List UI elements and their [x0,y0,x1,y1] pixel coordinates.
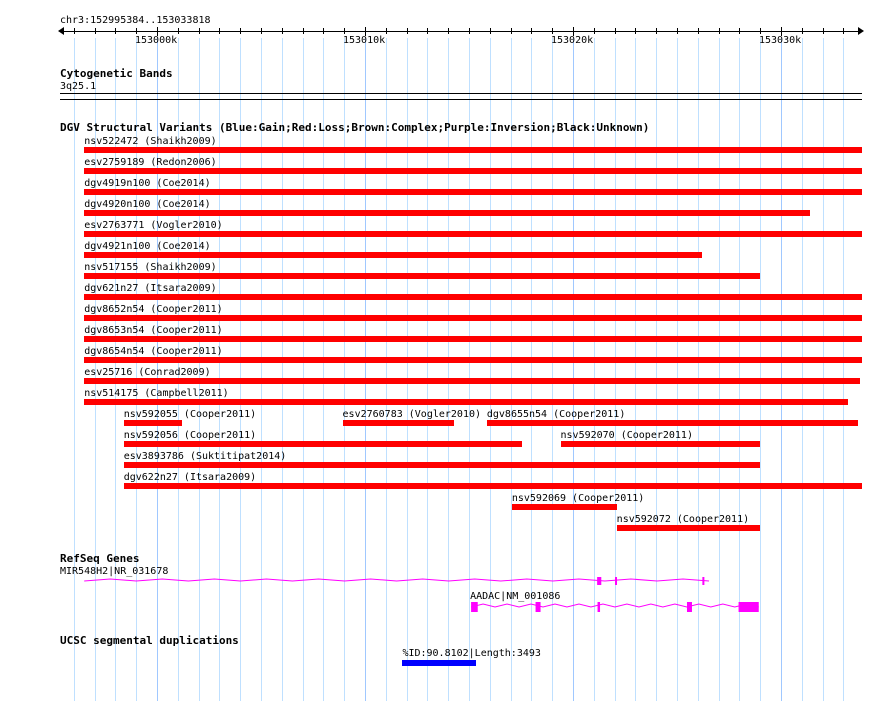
gene-intron-line [471,604,759,607]
dgv-feature-bar[interactable] [84,294,862,300]
dgv-feature-bar[interactable] [84,315,862,321]
ruler-tick-label: 153000k [135,35,178,46]
ruler-minor-tick [95,28,96,34]
dgv-feature-label[interactable]: dgv4920n100 (Coe2014) [84,199,211,210]
gene-exon [597,577,601,585]
gene-exon [702,577,704,585]
ruler-minor-tick [843,28,844,34]
dgv-feature-label[interactable]: dgv8652n54 (Cooper2011) [84,304,223,315]
dgv-feature-bar[interactable] [84,399,847,405]
dgv-feature-label[interactable]: dgv8653n54 (Cooper2011) [84,325,223,336]
dgv-feature-bar[interactable] [487,420,858,426]
ruler-minor-tick [677,28,678,34]
dgv-feature-bar[interactable] [84,336,862,342]
gene-exon [598,602,600,612]
ruler-minor-tick [386,28,387,34]
dgv-feature-label[interactable]: dgv4921n100 (Coe2014) [84,241,211,252]
dgv-feature-label[interactable]: esv2760783 (Vogler2010) [342,409,482,420]
dgv-feature-label[interactable]: dgv622n27 (Itsara2009) [123,472,257,483]
ruler-minor-tick [615,28,616,34]
ruler-minor-tick [448,28,449,34]
gene-exon [687,602,692,612]
ruler-minor-tick [199,28,200,34]
dgv-feature-bar[interactable] [84,231,862,237]
dgv-feature-label[interactable]: nsv592055 (Cooper2011) [123,409,257,420]
refseq-track-title: RefSeq Genes [60,552,140,565]
ruler-tick-label: 153020k [551,35,594,46]
ruler-minor-tick [282,28,283,34]
ruler-minor-tick [760,28,761,34]
segdup-label[interactable]: %ID:90.8102|Length:3493 [402,648,541,659]
dgv-track-title: DGV Structural Variants (Blue:Gain;Red:Loss;Brown:Complex;Purple:Inversion;Black:Unknown) [60,121,650,134]
ruler-minor-tick [115,28,116,34]
ruler-minor-tick [635,28,636,34]
ruler-minor-tick [261,28,262,34]
dgv-feature-label[interactable]: nsv592072 (Cooper2011) [616,514,750,525]
dgv-feature-bar[interactable] [124,420,183,426]
dgv-feature-bar[interactable] [124,483,862,489]
dgv-feature-label[interactable]: nsv592070 (Cooper2011) [560,430,693,441]
gene-exon [471,602,478,612]
ruler-minor-tick [802,28,803,34]
ruler-minor-tick [240,28,241,34]
segdup-bar[interactable] [402,660,476,666]
dgv-feature-label[interactable]: nsv514175 (Campbell2011) [84,388,229,399]
dgv-feature-bar[interactable] [84,273,760,279]
ruler-left-arrow-icon[interactable] [58,27,64,35]
ruler-minor-tick [511,28,512,34]
ruler-minor-tick [427,28,428,34]
dgv-feature-bar[interactable] [124,462,760,468]
cytoband-bottom-line [60,99,862,100]
cytoband-track-title: Cytogenetic Bands [60,67,173,80]
ruler-minor-tick [531,28,532,34]
cytoband-label: 3q25.1 [60,81,97,92]
ruler-minor-tick [407,28,408,34]
ruler-minor-tick [74,28,75,34]
dgv-feature-label[interactable]: esv2759189 (Redon2006) [84,157,217,168]
ruler-minor-tick [823,28,824,34]
dgv-feature-label[interactable]: nsv592069 (Cooper2011) [511,493,645,504]
dgv-feature-bar[interactable] [84,357,862,363]
dgv-feature-label[interactable]: dgv8655n54 (Cooper2011) [486,409,626,420]
ruler-minor-tick [469,28,470,34]
gene-label[interactable]: AADAC|NM_001086 [470,591,561,602]
dgv-feature-bar[interactable] [84,189,862,195]
ruler-axis [60,31,862,32]
dgv-feature-bar[interactable] [343,420,455,426]
dgv-feature-bar[interactable] [512,504,617,510]
gene-exon [536,602,541,612]
dgv-feature-bar[interactable] [124,441,522,447]
dgv-feature-bar[interactable] [84,378,860,384]
dgv-feature-bar[interactable] [561,441,761,447]
ruler-minor-tick [303,28,304,34]
ruler-minor-tick [656,28,657,34]
cytoband-top-line [60,93,862,94]
dgv-feature-bar[interactable] [84,147,862,153]
ruler-tick-label: 153010k [343,35,386,46]
ruler-minor-tick [719,28,720,34]
dgv-feature-label[interactable]: esv3893786 (Suktitipat2014) [123,451,287,462]
dgv-feature-label[interactable]: nsv522472 (Shaikh2009) [84,136,217,147]
gene-exon [739,602,759,612]
dgv-feature-label[interactable]: nsv592056 (Cooper2011) [123,430,257,441]
ruler-minor-tick [552,28,553,34]
dgv-feature-label[interactable]: esv2763771 (Vogler2010) [84,220,223,231]
dgv-feature-bar[interactable] [84,210,810,216]
ruler-tick-label: 153030k [759,35,802,46]
ruler-right-arrow-icon[interactable] [858,27,864,35]
ruler-minor-tick [739,28,740,34]
ruler-minor-tick [698,28,699,34]
ruler-minor-tick [219,28,220,34]
dgv-feature-label[interactable]: dgv4919n100 (Coe2014) [84,178,211,189]
dgv-feature-bar[interactable] [617,525,761,531]
dgv-feature-bar[interactable] [84,168,862,174]
ruler-minor-tick [594,28,595,34]
ruler-minor-tick [136,28,137,34]
segdup-track-title: UCSC segmental duplications [60,634,239,647]
ruler-minor-tick [490,28,491,34]
dgv-feature-label[interactable]: nsv517155 (Shaikh2009) [84,262,217,273]
ruler-minor-tick [178,28,179,34]
gene-label[interactable]: MIR548H2|NR_031678 [60,566,169,577]
region-label: chr3:152995384..153033818 [60,15,211,26]
dgv-feature-bar[interactable] [84,252,702,258]
dgv-feature-label[interactable]: esv25716 (Conrad2009) [84,367,211,378]
dgv-feature-label[interactable]: dgv621n27 (Itsara2009) [84,283,217,294]
ruler-minor-tick [344,28,345,34]
gene-exon [615,577,617,585]
dgv-feature-label[interactable]: dgv8654n54 (Cooper2011) [84,346,223,357]
ruler-minor-tick [323,28,324,34]
